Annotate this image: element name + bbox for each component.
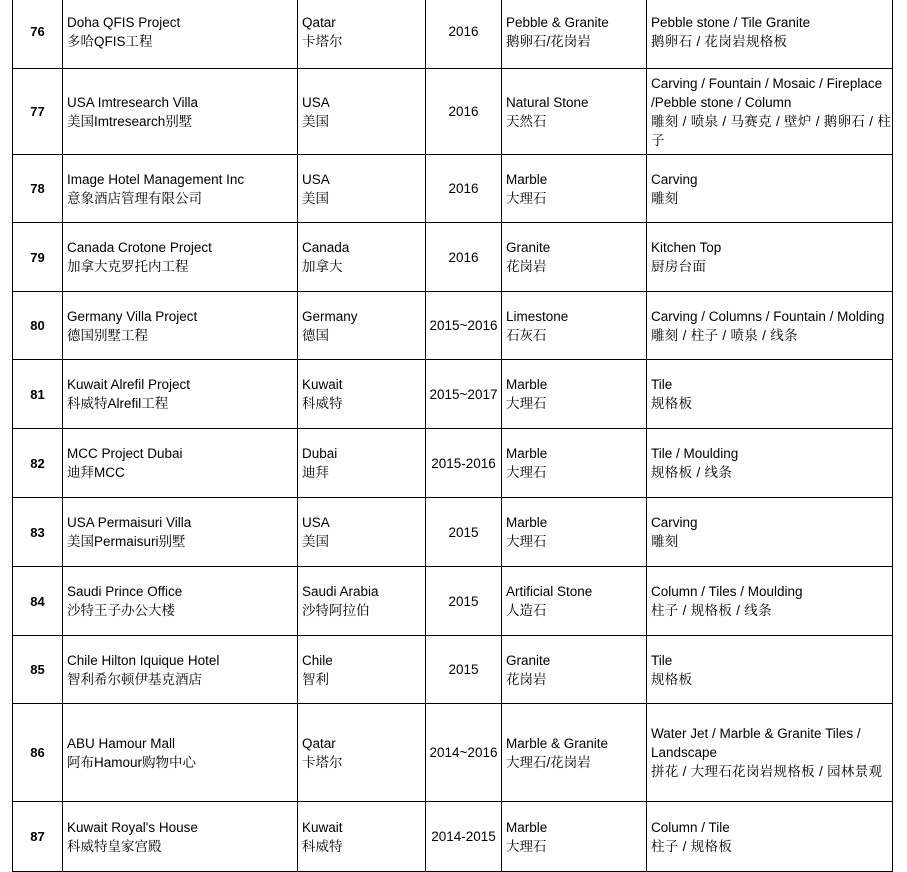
row-number: 85: [30, 662, 45, 677]
project-cell: [63, 69, 298, 155]
material-en: Limestone: [506, 308, 569, 324]
year-cell: [426, 636, 502, 704]
project-year: 2015: [448, 593, 479, 609]
products-zh: 雕刻: [651, 534, 679, 549]
country-cell: [298, 0, 426, 69]
project-year: 2015: [448, 662, 479, 677]
products-en: Water Jet / Marble & Granite Tiles / Landscape: [651, 726, 861, 760]
products-zh: 雕刻 / 柱子 / 喷泉 / 线条: [651, 327, 798, 343]
country-cell: [298, 429, 426, 498]
table-row: [13, 155, 893, 223]
project-name-en: Germany Villa Project: [67, 308, 198, 324]
material-zh: 大理石/花岗岩: [506, 754, 591, 770]
project-name-en: MCC Project Dubai: [67, 446, 183, 461]
country-cell: [298, 704, 426, 802]
country-zh: 沙特阿拉伯: [302, 603, 370, 618]
project-year: 2014-2015: [431, 829, 496, 844]
year-cell: [426, 567, 502, 636]
products-zh: 规格板 / 线条: [651, 465, 733, 480]
project-cell: [63, 155, 298, 223]
products-cell: [647, 69, 893, 155]
products-zh: 拼花 / 大理石花岗岩规格板 / 园林景观: [651, 764, 883, 779]
row-number: 77: [30, 104, 45, 119]
table-row: [13, 636, 893, 704]
project-year: 2015-2016: [431, 455, 496, 471]
products-cell: [647, 0, 893, 69]
row-number: 83: [30, 524, 45, 540]
material-cell: [502, 292, 647, 360]
row-number-cell: [13, 223, 63, 292]
products-en: Column / Tile: [651, 819, 730, 835]
material-zh: 鹅卵石/花岗岩: [506, 33, 591, 49]
project-name-en: Doha QFIS Project: [67, 14, 181, 30]
country-en: Canada: [302, 240, 350, 255]
project-name-en: Image Hotel Management Inc: [67, 171, 245, 187]
country-en: Kuwait: [302, 377, 343, 392]
products-en: Carving / Fountain / Mosaic / Fireplace /Pebble stone / Column: [651, 75, 883, 110]
row-number-cell: [13, 429, 63, 498]
material-en: Marble: [506, 819, 548, 835]
project-year: 2016: [448, 104, 479, 119]
year-cell: [426, 69, 502, 155]
material-cell: [502, 0, 647, 69]
project-name-zh: 科威特皇家宫殿: [67, 838, 162, 854]
country-en: USA: [302, 515, 330, 530]
country-cell: [298, 802, 426, 872]
material-zh: 花岗岩: [506, 259, 547, 274]
country-zh: 加拿大: [302, 259, 343, 274]
country-zh: 美国: [302, 113, 329, 129]
material-cell: [502, 636, 647, 704]
material-zh: 大理石: [506, 465, 547, 480]
row-number: 76: [30, 24, 45, 39]
country-en: Saudi Arabia: [302, 584, 379, 599]
products-zh: 规格板: [651, 671, 693, 687]
table-row: [13, 498, 893, 567]
material-en: Pebble & Granite: [506, 14, 609, 30]
year-cell: [426, 802, 502, 872]
products-zh: 规格板: [651, 396, 693, 411]
material-zh: 石灰石: [506, 327, 547, 343]
material-zh: 天然石: [506, 113, 547, 129]
material-zh: 大理石: [506, 534, 547, 549]
products-cell: [647, 498, 893, 567]
project-name-en: Chile Hilton Iquique Hotel: [67, 652, 220, 668]
material-cell: [502, 360, 647, 429]
year-cell: [426, 292, 502, 360]
products-zh: 雕刻 / 喷泉 / 马赛克 / 壁炉 / 鹅卵石 / 柱子: [651, 113, 892, 148]
country-zh: 科威特: [302, 838, 343, 854]
project-cell: [63, 704, 298, 802]
products-cell: [647, 155, 893, 223]
project-name-en: Saudi Prince Office: [67, 584, 183, 599]
row-number: 86: [30, 745, 45, 760]
row-number-cell: [13, 498, 63, 567]
row-number: 81: [30, 386, 45, 402]
material-cell: [502, 155, 647, 223]
material-en: Marble: [506, 515, 548, 530]
project-table: [12, 0, 893, 872]
project-table-sheet: [12, 0, 892, 872]
products-en: Carving: [651, 171, 698, 187]
products-cell: [647, 429, 893, 498]
products-en: Kitchen Top: [651, 240, 722, 255]
country-en: USA: [302, 171, 330, 187]
material-en: Marble: [506, 171, 548, 187]
table-row: [13, 802, 893, 872]
material-cell: [502, 223, 647, 292]
material-en: Natural Stone: [506, 94, 589, 110]
material-zh: 大理石: [506, 190, 547, 206]
table-row: [13, 429, 893, 498]
table-row: [13, 567, 893, 636]
country-zh: 卡塔尔: [302, 754, 343, 770]
material-en: Granite: [506, 652, 551, 668]
project-year: 2014~2016: [429, 745, 498, 760]
row-number-cell: [13, 636, 63, 704]
country-cell: [298, 223, 426, 292]
table-row: [13, 0, 893, 69]
project-name-en: USA Permaisuri Villa: [67, 515, 192, 530]
products-zh: 雕刻: [651, 190, 679, 206]
products-en: Pebble stone / Tile Granite: [651, 14, 811, 30]
project-name-zh: 沙特王子办公大楼: [67, 603, 175, 618]
year-cell: [426, 498, 502, 567]
country-cell: [298, 69, 426, 155]
project-name-zh: 科威特Alrefil工程: [67, 396, 169, 411]
project-name-zh: 多哈QFIS工程: [67, 33, 153, 49]
row-number: 84: [30, 593, 45, 609]
project-year: 2016: [448, 249, 479, 265]
project-cell: [63, 360, 298, 429]
products-cell: [647, 360, 893, 429]
country-en: Kuwait: [302, 819, 343, 835]
products-en: Carving / Columns / Fountain / Molding: [651, 308, 885, 324]
row-number: 80: [30, 318, 45, 333]
material-en: Artificial Stone: [506, 584, 593, 599]
project-name-zh: 德国别墅工程: [67, 327, 148, 343]
country-en: Chile: [302, 652, 333, 668]
products-en: Tile: [651, 652, 673, 668]
project-year: 2015~2016: [429, 318, 498, 333]
products-cell: [647, 802, 893, 872]
material-cell: [502, 498, 647, 567]
country-en: USA: [302, 94, 330, 110]
products-en: Carving: [651, 515, 698, 530]
country-cell: [298, 155, 426, 223]
project-cell: [63, 802, 298, 872]
country-cell: [298, 567, 426, 636]
material-en: Granite: [506, 240, 551, 255]
project-name-zh: 迪拜MCC: [67, 465, 125, 480]
project-name-en: ABU Hamour Mall: [67, 735, 176, 751]
material-cell: [502, 69, 647, 155]
country-en: Dubai: [302, 446, 338, 461]
row-number-cell: [13, 69, 63, 155]
products-zh: 厨房台面: [651, 259, 707, 274]
products-cell: [647, 636, 893, 704]
project-name-zh: 加拿大克罗托内工程: [67, 259, 189, 274]
table-row: [13, 223, 893, 292]
country-cell: [298, 498, 426, 567]
row-number-cell: [13, 802, 63, 872]
row-number: 79: [30, 249, 45, 265]
country-zh: 智利: [302, 671, 329, 687]
project-year: 2015: [448, 524, 479, 540]
project-year: 2016: [448, 24, 479, 39]
products-zh: 柱子 / 规格板: [651, 838, 733, 854]
row-number-cell: [13, 704, 63, 802]
country-en: Qatar: [302, 735, 336, 751]
country-en: Germany: [302, 308, 358, 324]
products-zh: 鹅卵石 / 花岗岩规格板: [651, 33, 788, 49]
table-row: [13, 704, 893, 802]
project-cell: [63, 292, 298, 360]
country-zh: 迪拜: [302, 465, 329, 480]
material-cell: [502, 704, 647, 802]
country-zh: 美国: [302, 190, 329, 206]
project-year: 2016: [448, 181, 479, 196]
material-zh: 花岗岩: [506, 671, 547, 687]
row-number-cell: [13, 0, 63, 69]
project-name-zh: 意象酒店管理有限公司: [67, 190, 202, 206]
table-row: [13, 69, 893, 155]
row-number-cell: [13, 567, 63, 636]
project-name-zh: 美国Permaisuri别墅: [67, 534, 186, 549]
row-number: 87: [30, 829, 45, 844]
country-cell: [298, 636, 426, 704]
country-zh: 卡塔尔: [302, 33, 343, 49]
material-en: Marble: [506, 377, 548, 392]
row-number-cell: [13, 360, 63, 429]
row-number: 82: [30, 455, 45, 471]
project-name-en: USA Imtresearch Villa: [67, 94, 199, 110]
material-cell: [502, 567, 647, 636]
products-en: Tile: [651, 377, 673, 392]
year-cell: [426, 155, 502, 223]
project-name-en: Kuwait Royal's House: [67, 819, 198, 835]
products-cell: [647, 567, 893, 636]
material-en: Marble: [506, 446, 548, 461]
country-zh: 科威特: [302, 396, 343, 411]
project-name-en: Canada Crotone Project: [67, 240, 212, 255]
material-cell: [502, 802, 647, 872]
project-name-zh: 阿布Hamour购物中心: [67, 754, 197, 770]
year-cell: [426, 704, 502, 802]
products-zh: 柱子 / 规格板 / 线条: [651, 603, 772, 618]
products-en: Column / Tiles / Moulding: [651, 584, 803, 599]
year-cell: [426, 429, 502, 498]
project-cell: [63, 0, 298, 69]
material-en: Marble & Granite: [506, 735, 609, 751]
products-cell: [647, 292, 893, 360]
country-en: Qatar: [302, 14, 336, 30]
products-cell: [647, 704, 893, 802]
project-year: 2015~2017: [429, 386, 498, 402]
country-cell: [298, 360, 426, 429]
country-zh: 德国: [302, 327, 329, 343]
row-number-cell: [13, 155, 63, 223]
project-name-en: Kuwait Alrefil Project: [67, 377, 191, 392]
material-zh: 大理石: [506, 396, 547, 411]
project-cell: [63, 636, 298, 704]
project-cell: [63, 429, 298, 498]
table-row: [13, 292, 893, 360]
products-en: Tile / Moulding: [651, 446, 739, 461]
project-table-body: [13, 0, 893, 872]
year-cell: [426, 223, 502, 292]
year-cell: [426, 360, 502, 429]
material-zh: 人造石: [506, 603, 547, 618]
table-row: [13, 360, 893, 429]
products-cell: [647, 223, 893, 292]
country-cell: [298, 292, 426, 360]
project-name-zh: 智利希尔顿伊基克酒店: [67, 671, 202, 687]
row-number-cell: [13, 292, 63, 360]
row-number: 78: [30, 181, 45, 196]
year-cell: [426, 0, 502, 69]
material-zh: 大理石: [506, 838, 547, 854]
material-cell: [502, 429, 647, 498]
project-cell: [63, 567, 298, 636]
project-cell: [63, 223, 298, 292]
project-name-zh: 美国Imtresearch别墅: [67, 113, 193, 129]
project-cell: [63, 498, 298, 567]
country-zh: 美国: [302, 534, 329, 549]
